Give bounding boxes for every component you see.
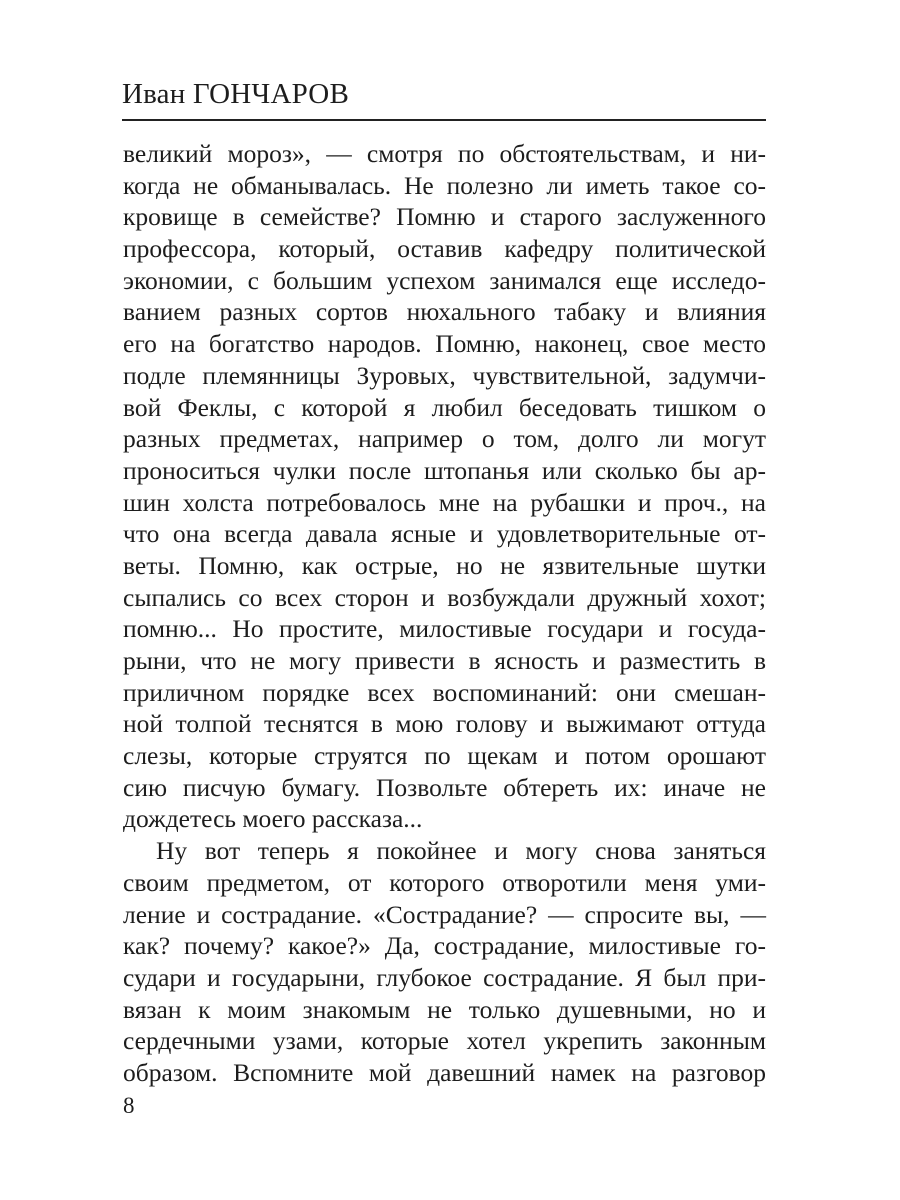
text-line: что она всегда давала ясные и удовлетворительные от-: [123, 519, 766, 549]
text-line: образом. Вспомните мой давешний намек на разговор: [123, 1057, 766, 1087]
text-line: вой Феклы, с которой я любил беседовать тишком о: [123, 392, 766, 422]
text-line: разных предметах, например о том, долго ли могут: [123, 424, 766, 454]
text-line: рыни, что не могу привести в ясность и разместить в: [123, 646, 766, 675]
text-line: великий мороз», — смотря по обстоятельствам, и ни-: [123, 139, 766, 168]
text-line: ление и сострадание. «Сострадание? — спросите вы, —: [123, 899, 766, 929]
text-line: его на богатство народов. Помню, наконец, свое место: [123, 329, 766, 359]
header-rule: [122, 119, 766, 121]
text-line: как? почему? какое?» Да, сострадание, милостивые го-: [123, 931, 766, 961]
text-line: шин холста потребовалось мне на рубашки и проч., на: [123, 487, 766, 517]
running-head: Иван ГОНЧАРОВ: [122, 78, 349, 110]
text-line: сию писчую бумагу. Позвольте обтереть их: иначе не: [123, 772, 766, 802]
paragraph-end-line: дождетесь моего рассказа...: [123, 804, 423, 834]
text-line: вязан к моим знакомым не только душевными, но и: [123, 994, 766, 1024]
page-number: 8: [123, 1093, 135, 1118]
text-line: помню... Но простите, милостивые государи и госуда-: [123, 614, 766, 644]
text-line: своим предметом, от которого отворотили меня уми-: [123, 867, 766, 897]
text-line: ванием разных сортов нюхального табаку и влияния: [123, 297, 766, 327]
text-line: проноситься чулки после штопанья или сколько бы ар-: [123, 455, 766, 485]
text-line: сыпались со всех сторон и возбуждали дружный хохот;: [123, 582, 766, 612]
text-line: профессора, который, оставив кафедру политической: [123, 234, 766, 264]
paragraph-start-line: Ну вот теперь я покойнее и могу снова заняться: [156, 836, 766, 866]
body-text: [123, 138, 766, 1089]
text-line: сердечными узами, которые хотел укрепить законным: [123, 1026, 766, 1056]
text-line: экономии, с большим успехом занимался еще исследо-: [123, 265, 766, 295]
text-line: слезы, которые струятся по щекам и потом орошают: [123, 741, 766, 771]
text-line: кровище в семействе? Помню и старого заслуженного: [123, 202, 766, 232]
text-line: приличном порядке всех воспоминаний: они смешан-: [123, 677, 766, 707]
text-line: судари и государыни, глубокое сострадание. Я был при-: [123, 962, 766, 992]
text-line: ной толпой теснятся в мою голову и выжимают оттуда: [123, 709, 766, 739]
text-line: когда не обманывалась. Не полезно ли иметь такое со-: [123, 170, 766, 200]
text-line: подле племянницы Зуровых, чувствительной, задумчи-: [123, 360, 766, 390]
text-line: веты. Помню, как острые, но не язвительные шутки: [123, 550, 766, 580]
